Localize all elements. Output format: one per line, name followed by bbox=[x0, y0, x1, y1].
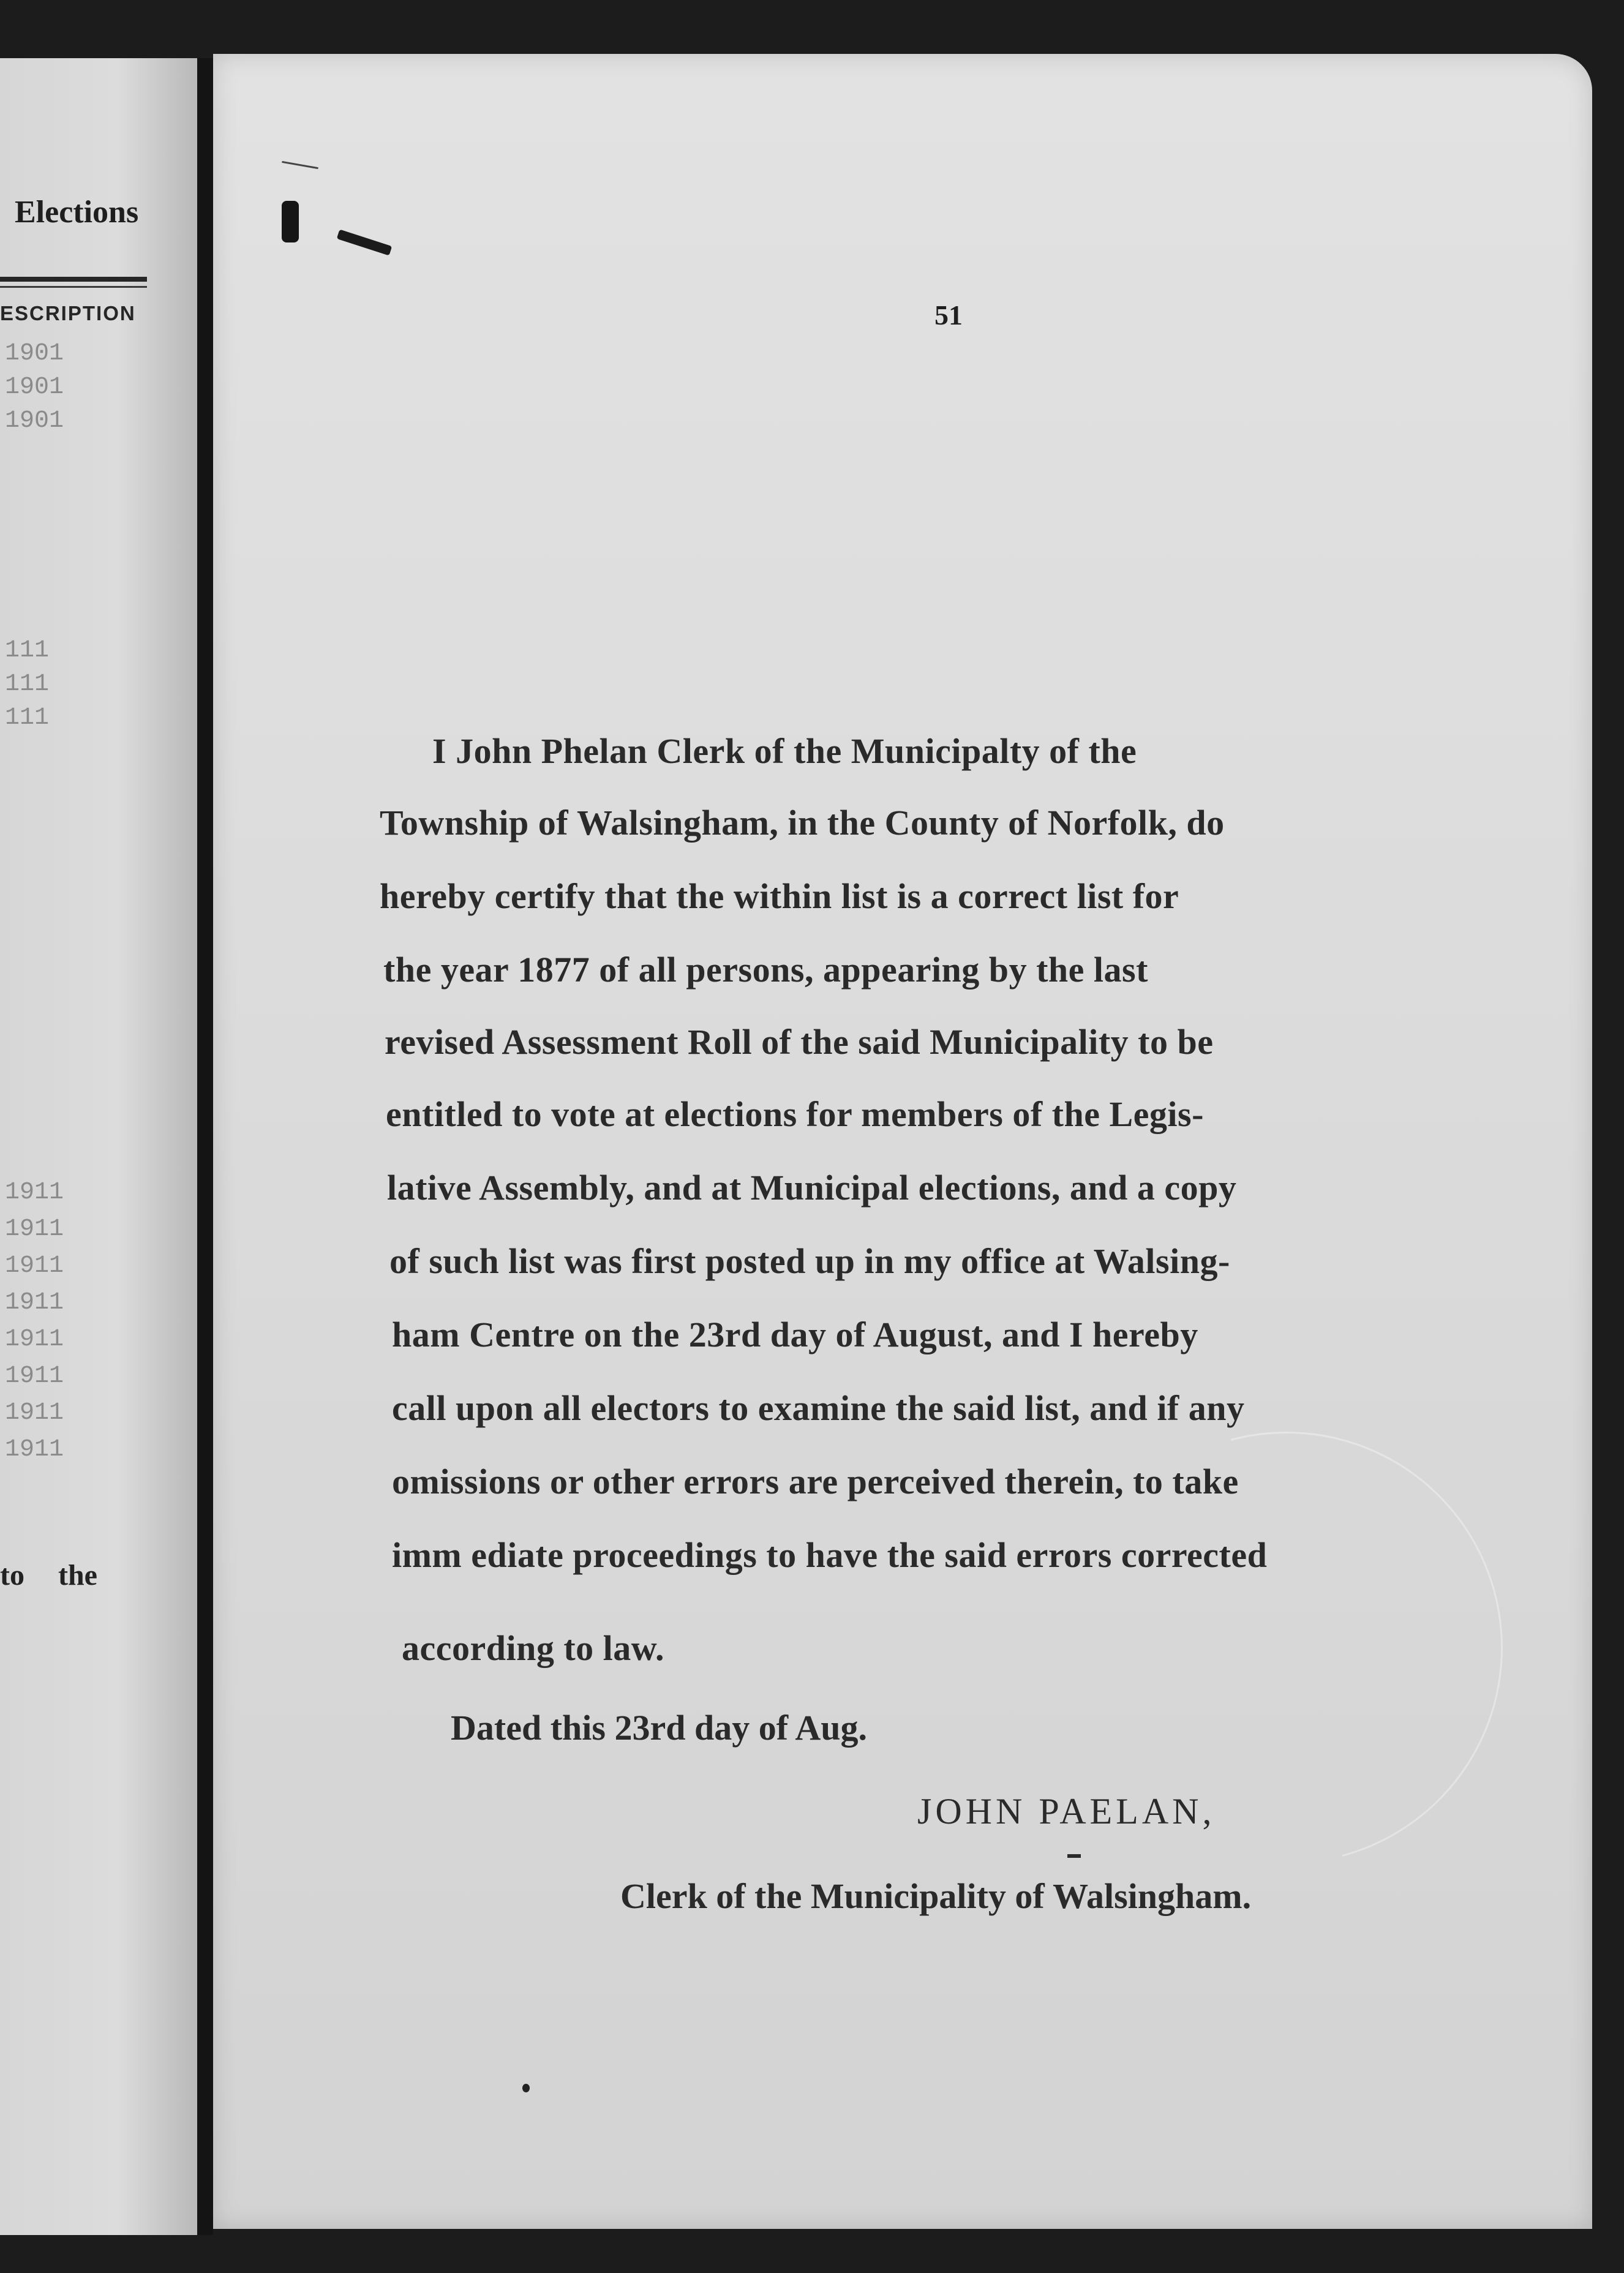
left-page-faint-number: 1901 bbox=[5, 374, 64, 401]
left-page-faint-number: 1901 bbox=[5, 340, 64, 367]
left-page-faint-number: 1911 bbox=[5, 1399, 64, 1427]
left-page-faint-number: 1911 bbox=[5, 1362, 64, 1390]
certificate-line: Township of Walsingham, in the County of Norfolk, do bbox=[380, 803, 1225, 843]
certificate-line: lative Assembly, and at Municipal elections, and a copy bbox=[387, 1168, 1237, 1208]
left-page-rule-thin bbox=[0, 286, 147, 288]
page-number: 51 bbox=[934, 299, 963, 331]
certificate-line: the year 1877 of all persons, appearing by the last bbox=[383, 950, 1148, 990]
left-page-faint-number: 111 bbox=[5, 671, 50, 698]
signature-dash bbox=[1067, 1854, 1081, 1858]
certificate-line: ham Centre on the 23rd day of August, and I hereby bbox=[392, 1315, 1198, 1354]
signature-name: JOHN PAELAN, bbox=[917, 1791, 1216, 1832]
certificate-body bbox=[213, 54, 1592, 2229]
left-page-fragment bbox=[0, 1558, 97, 1592]
certificate-line: revised Assessment Roll of the said Municipality to be bbox=[385, 1022, 1214, 1062]
left-page-faint-number: 1911 bbox=[5, 1252, 64, 1280]
certificate-line: hereby certify that the within list is a correct list for bbox=[380, 876, 1179, 916]
certificate-line: according to law. bbox=[402, 1628, 664, 1668]
left-page-faint-number: 1901 bbox=[5, 407, 64, 435]
left-page-faint-number: 1911 bbox=[5, 1179, 64, 1206]
certificate-line: I John Phelan Clerk of the Municipalty of the bbox=[432, 731, 1137, 771]
certificate-line: omissions or other errors are perceived therein, to take bbox=[392, 1462, 1239, 1501]
left-page-title: Elections bbox=[15, 195, 139, 230]
document-page bbox=[213, 54, 1592, 2229]
certificate-line: call upon all electors to examine the said list, and if any bbox=[392, 1388, 1245, 1428]
signature-title: Clerk of the Municipality of Walsingham. bbox=[620, 1876, 1252, 1916]
date-line: Dated this 23rd day of Aug. bbox=[451, 1708, 867, 1748]
left-page-faint-number: 1911 bbox=[5, 1436, 64, 1463]
left-page-faint-number: 1911 bbox=[5, 1289, 64, 1317]
left-page-faint-number: 111 bbox=[5, 704, 50, 732]
ink-dot bbox=[522, 2084, 530, 2092]
left-page-fragment-a: to bbox=[0, 1559, 24, 1591]
left-page-column-header: ESCRIPTION bbox=[0, 302, 136, 325]
left-page-fragment-b: the bbox=[58, 1559, 97, 1591]
certificate-line: imm ediate proceedings to have the said errors corrected bbox=[392, 1535, 1268, 1575]
left-page-faint-number: 1911 bbox=[5, 1326, 64, 1353]
previous-page-edge bbox=[0, 58, 197, 2235]
left-page-faint-number: 1911 bbox=[5, 1215, 64, 1243]
left-page-faint-number: 111 bbox=[5, 637, 50, 664]
certificate-line: of such list was first posted up in my office at Walsing- bbox=[389, 1241, 1230, 1281]
certificate-line: entitled to vote at elections for members of the Legis- bbox=[386, 1094, 1204, 1134]
book-gutter bbox=[197, 58, 213, 2235]
left-page-rule bbox=[0, 277, 147, 282]
